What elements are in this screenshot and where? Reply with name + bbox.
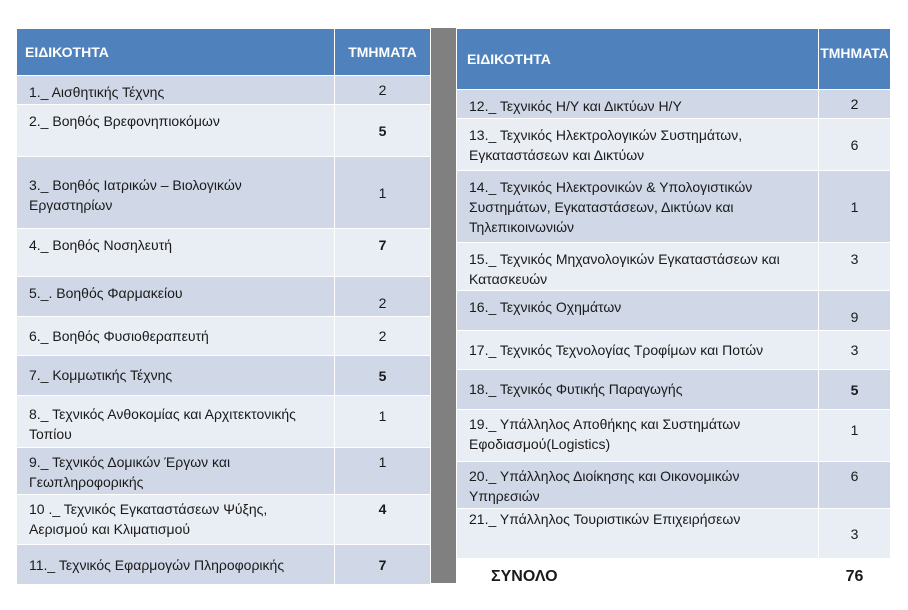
- specialty-cell: 7._ Κομμωτικής Τέχνης: [17, 356, 335, 396]
- sections-cell: 1: [335, 396, 431, 448]
- sections-cell: 6: [819, 119, 891, 171]
- specialty-cell: 18._ Τεχνικός Φυτικής Παραγωγής: [457, 370, 819, 410]
- table-row: [457, 171, 891, 243]
- specialty-cell: 6._ Βοηθός Φυσιοθεραπευτή: [17, 317, 335, 356]
- table-row: [457, 410, 891, 462]
- specialties-table-right: [456, 28, 891, 599]
- table-row: [457, 509, 891, 559]
- specialty-cell: 12._ Τεχνικός Η/Υ και Δικτύων Η/Υ: [457, 90, 819, 119]
- table-row: [457, 370, 891, 410]
- specialty-cell: 16._ Τεχνικός Οχημάτων: [457, 291, 819, 331]
- specialty-cell: 17._ Τεχνικός Τεχνολογίας Τροφίμων και Ποτών: [457, 331, 819, 370]
- table-row: [17, 229, 431, 277]
- specialty-cell: 4._ Βοηθός Νοσηλευτή: [17, 229, 335, 277]
- total-value: 76: [819, 559, 891, 599]
- total-label: ΣΥΝΟΛΟ: [457, 559, 819, 599]
- specialty-cell: 15._ Τεχνικός Μηχανολογικών Εγκαταστάσεων και Κατασκευών: [457, 243, 819, 291]
- sections-cell: 2: [335, 76, 431, 105]
- table-row: [17, 277, 431, 317]
- header-row: [17, 29, 431, 76]
- table-row: [457, 119, 891, 171]
- specialty-cell: 13._ Τεχνικός Ηλεκτρολογικών Συστημάτων, Εγκαταστάσεων και Δικτύων: [457, 119, 819, 171]
- sections-cell: 5: [335, 356, 431, 396]
- sections-cell: 5: [819, 370, 891, 410]
- specialty-cell: 2._ Βοηθός Βρεφονηπιοκόμων: [17, 105, 335, 157]
- table-row: [17, 495, 431, 545]
- header-row: [457, 29, 891, 90]
- table-row: [17, 157, 431, 229]
- specialty-cell: 1._ Αισθητικής Τέχνης: [17, 76, 335, 105]
- header-sections: ΤΜΗΜΑΤΑ: [819, 29, 891, 90]
- sections-cell: 1: [335, 448, 431, 495]
- sections-cell: 4: [335, 495, 431, 545]
- table-row: [457, 243, 891, 291]
- table-row: [17, 396, 431, 448]
- column-divider: [430, 28, 456, 583]
- table-row: [17, 356, 431, 396]
- table-row: [457, 90, 891, 119]
- specialty-cell: 21._ Υπάλληλος Τουριστικών Επιχειρήσεων: [457, 509, 819, 559]
- sections-cell: 1: [335, 157, 431, 229]
- table-row: [17, 317, 431, 356]
- sections-cell: 1: [819, 410, 891, 462]
- sections-cell: 6: [819, 462, 891, 509]
- specialty-cell: 5._. Βοηθός Φαρμακείου: [17, 277, 335, 317]
- sections-cell: 3: [819, 243, 891, 291]
- sections-cell: 7: [335, 229, 431, 277]
- total-row: [457, 559, 891, 599]
- specialty-cell: 11._ Τεχνικός Εφαρμογών Πληροφορικής: [17, 545, 335, 585]
- table-row: [457, 331, 891, 370]
- table-row: [17, 105, 431, 157]
- sections-cell: 5: [335, 105, 431, 157]
- specialty-cell: 19._ Υπάλληλος Αποθήκης και Συστημάτων Εφοδιασμού(Logistics): [457, 410, 819, 462]
- sections-cell: 2: [335, 277, 431, 317]
- specialty-cell: 14._ Τεχνικός Ηλεκτρονικών & Υπολογιστικών Συστημάτων, Εγκαταστάσεων, Δικτύων και Τηλεπικοινωνιών: [457, 171, 819, 243]
- sections-cell: 2: [335, 317, 431, 356]
- table-row: [457, 462, 891, 509]
- sections-cell: 9: [819, 291, 891, 331]
- sections-cell: 3: [819, 331, 891, 370]
- header-specialty: ΕΙΔΙΚΟΤΗΤΑ: [17, 29, 335, 76]
- table-row: [17, 448, 431, 495]
- table-row: [457, 291, 891, 331]
- header-specialty: ΕΙΔΙΚΟΤΗΤΑ: [457, 29, 819, 90]
- specialty-cell: 8._ Τεχνικός Ανθοκομίας και Αρχιτεκτονικής Τοπίου: [17, 396, 335, 448]
- sections-cell: 1: [819, 171, 891, 243]
- sections-cell: 2: [819, 90, 891, 119]
- specialty-cell: 10 ._ Τεχνικός Εγκαταστάσεων Ψύξης, Αερισμού και Κλιματισμού: [17, 495, 335, 545]
- table-row: [17, 545, 431, 585]
- table-row: [17, 76, 431, 105]
- specialty-cell: 3._ Βοηθός Ιατρικών – Βιολογικών Εργαστηρίων: [17, 157, 335, 229]
- specialty-cell: 9._ Τεχνικός Δομικών Έργων και Γεωπληροφορικής: [17, 448, 335, 495]
- specialty-cell: 20._ Υπάλληλος Διοίκησης και Οικονομικών Υπηρεσιών: [457, 462, 819, 509]
- specialties-table-left: [16, 28, 431, 585]
- sections-cell: 7: [335, 545, 431, 585]
- header-sections: ΤΜΗΜΑΤΑ: [335, 29, 431, 76]
- sections-cell: 3: [819, 509, 891, 559]
